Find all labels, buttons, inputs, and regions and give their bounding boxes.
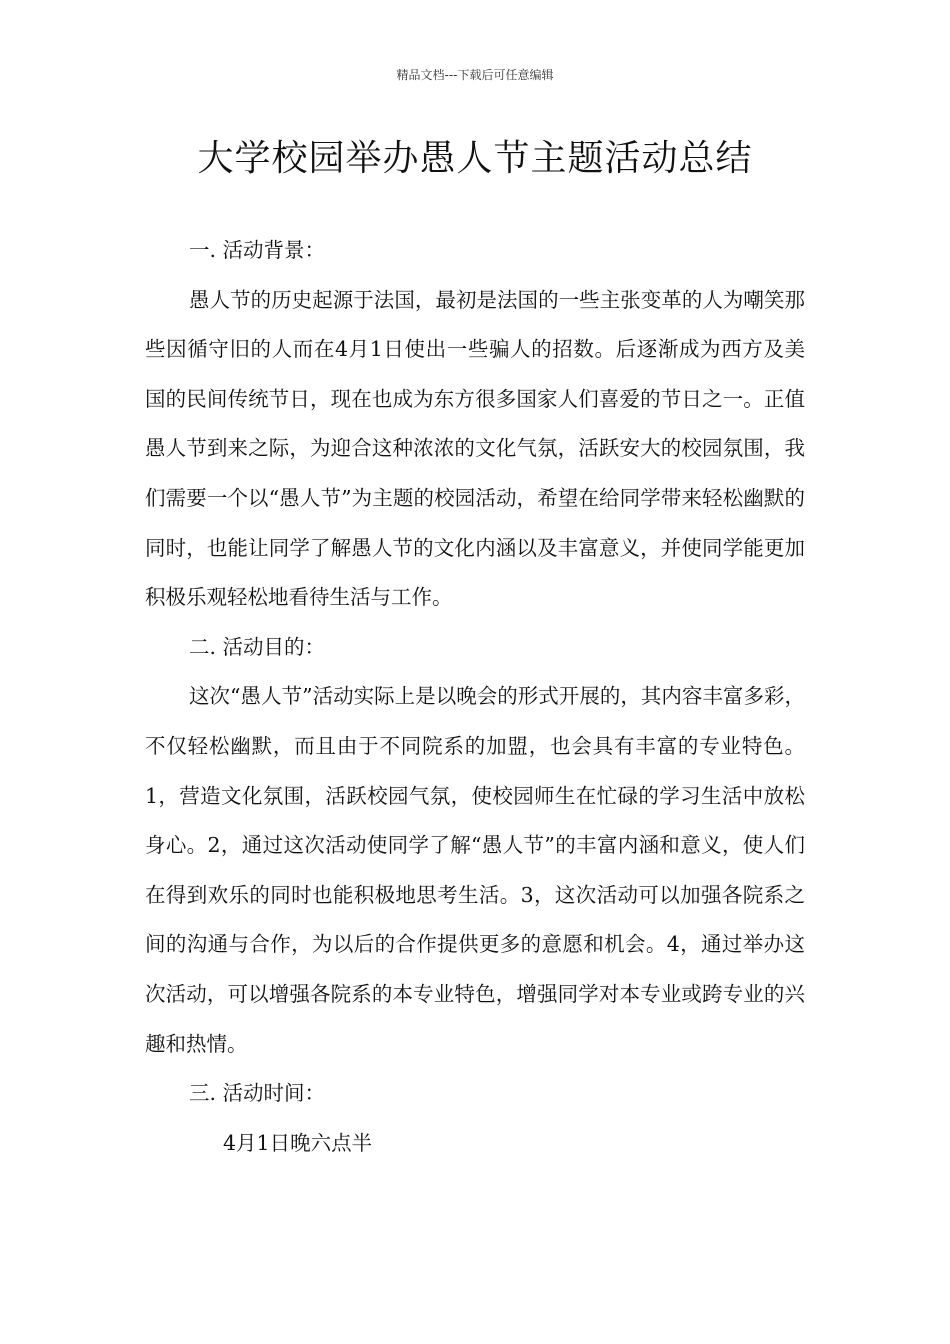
section-heading-time: 三. 活动时间：: [189, 1081, 326, 1106]
section-text-background: 愚人节的历史起源于法国，最初是法国的一些主张变革的人为嘲笑那些因循守旧的人而在4月1日使出一些骗人的招数。后逐渐成为西方及美国的民间传统节日，现在也成为东方很多国家人们喜爱的节日之一。正值愚人节到来之际，为迎合这种浓浓的文化气氛，活跃安大的校园氛围，我们需要一个以“愚人节”为主题的校园活动，希望在给同学带来轻松幽默的同时，也能让同学了解愚人节的文化内涵以及丰富意义，并使同学能更加积极乐观轻松地看待生活与工作。: [145, 287, 805, 610]
document-body: [145, 226, 805, 1168]
section-text-purpose: 这次“愚人节”活动实际上是以晚会的形式开展的，其内容丰富多彩，不仅轻松幽默，而且由于不同院系的加盟，也会具有丰富的专业特色。1，营造文化氛围，活跃校园气氛，使校园师生在忙碌的学习生活中放松身心。2，通过这次活动使同学了解“愚人节”的丰富内涵和意义，使人们在得到欢乐的同时也能积极地思考生活。3，这次活动可以加强各院系之间的沟通与合作，为以后的合作提供更多的意愿和机会。4，通过举办这次活动，可以增强各院系的本专业特色，增强同学对本专业或跨专业的兴趣和热情。: [145, 684, 805, 1056]
header-note: 精品文档---下载后可任意编辑: [396, 68, 554, 82]
section-heading-background: 一. 活动背景：: [189, 238, 326, 262]
section-text-time: 4月1日晚六点半: [223, 1130, 373, 1155]
document-title: 大学校园举办愚人节主题活动总结: [197, 138, 753, 179]
section-heading-purpose: 二. 活动目的：: [189, 634, 326, 659]
